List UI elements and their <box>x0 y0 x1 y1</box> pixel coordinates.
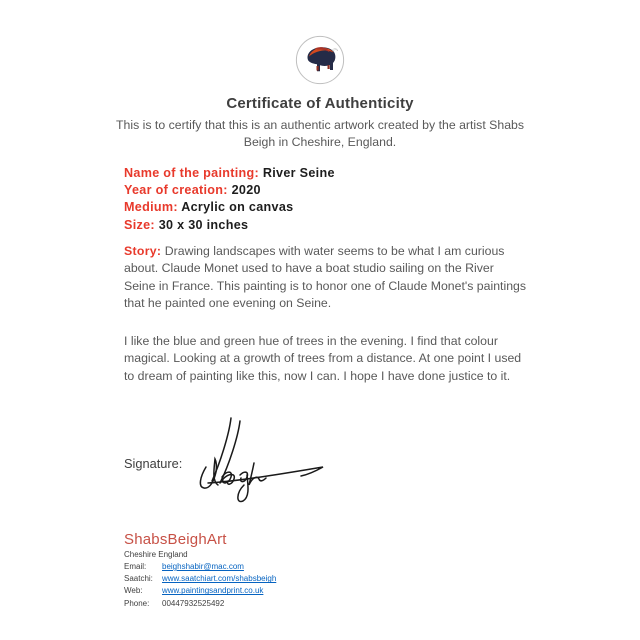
certificate-title: Certificate of Authenticity <box>226 95 414 112</box>
contact-label-saatchi: Saatchi: <box>124 574 153 584</box>
website-link[interactable]: www.paintingsandprint.co.uk <box>162 586 264 596</box>
field-value: Acrylic on canvas <box>181 200 294 215</box>
saatchi-link[interactable]: www.saatchiart.com/shabsbeigh <box>162 574 277 584</box>
field-medium <box>124 199 544 216</box>
field-painting-name <box>124 165 544 182</box>
field-label: Name of the painting: <box>124 166 260 180</box>
artist-brand-name: ShabsBeighArt <box>124 531 227 548</box>
story-text: Drawing landscapes with water seems to be what I am curious about. Claude Monet used to have a boat studio sailing on the River Seine in France. This painting is to honor one of Claude Monet's paintings that he painted one evening on Seine. <box>124 244 527 310</box>
field-label: Medium: <box>124 200 178 215</box>
field-label: Year of creation: <box>124 183 228 198</box>
field-label: Size: <box>124 217 155 232</box>
contact-label-phone: Phone: <box>124 598 150 608</box>
contact-label-web: Web: <box>124 586 143 596</box>
painting-details <box>124 165 544 234</box>
field-value: 30 x 30 inches <box>158 217 249 232</box>
certificate-subtitle: This is to certify that this is an authentic artwork created by the artist Shabs Beigh in Cheshire, England. <box>115 118 525 149</box>
signature-label: Signature: <box>124 456 183 471</box>
artist-statement-paragraph: I like the blue and green hue of trees in the evening. I find that colour magical. Looking at a growth of trees from a distance. At one point I used to dream of painting like this, now I can. I hope I have done justice to it. <box>124 334 522 383</box>
phone-number: 00447932525492 <box>162 598 225 608</box>
story-paragraph <box>124 243 528 312</box>
contact-list <box>124 561 276 610</box>
field-value: 2020 <box>231 183 261 198</box>
field-value: River Seine <box>262 166 335 180</box>
story-label: Story: <box>124 244 162 258</box>
bull-logo-icon <box>295 35 345 85</box>
field-size <box>124 217 544 234</box>
artist-location: Cheshire England <box>124 550 188 559</box>
signature-image <box>196 415 336 515</box>
field-year <box>124 182 544 199</box>
contact-label-email: Email: <box>124 562 147 571</box>
email-link[interactable]: beighshabir@mac.com <box>162 562 244 571</box>
artist-logo <box>295 35 345 85</box>
